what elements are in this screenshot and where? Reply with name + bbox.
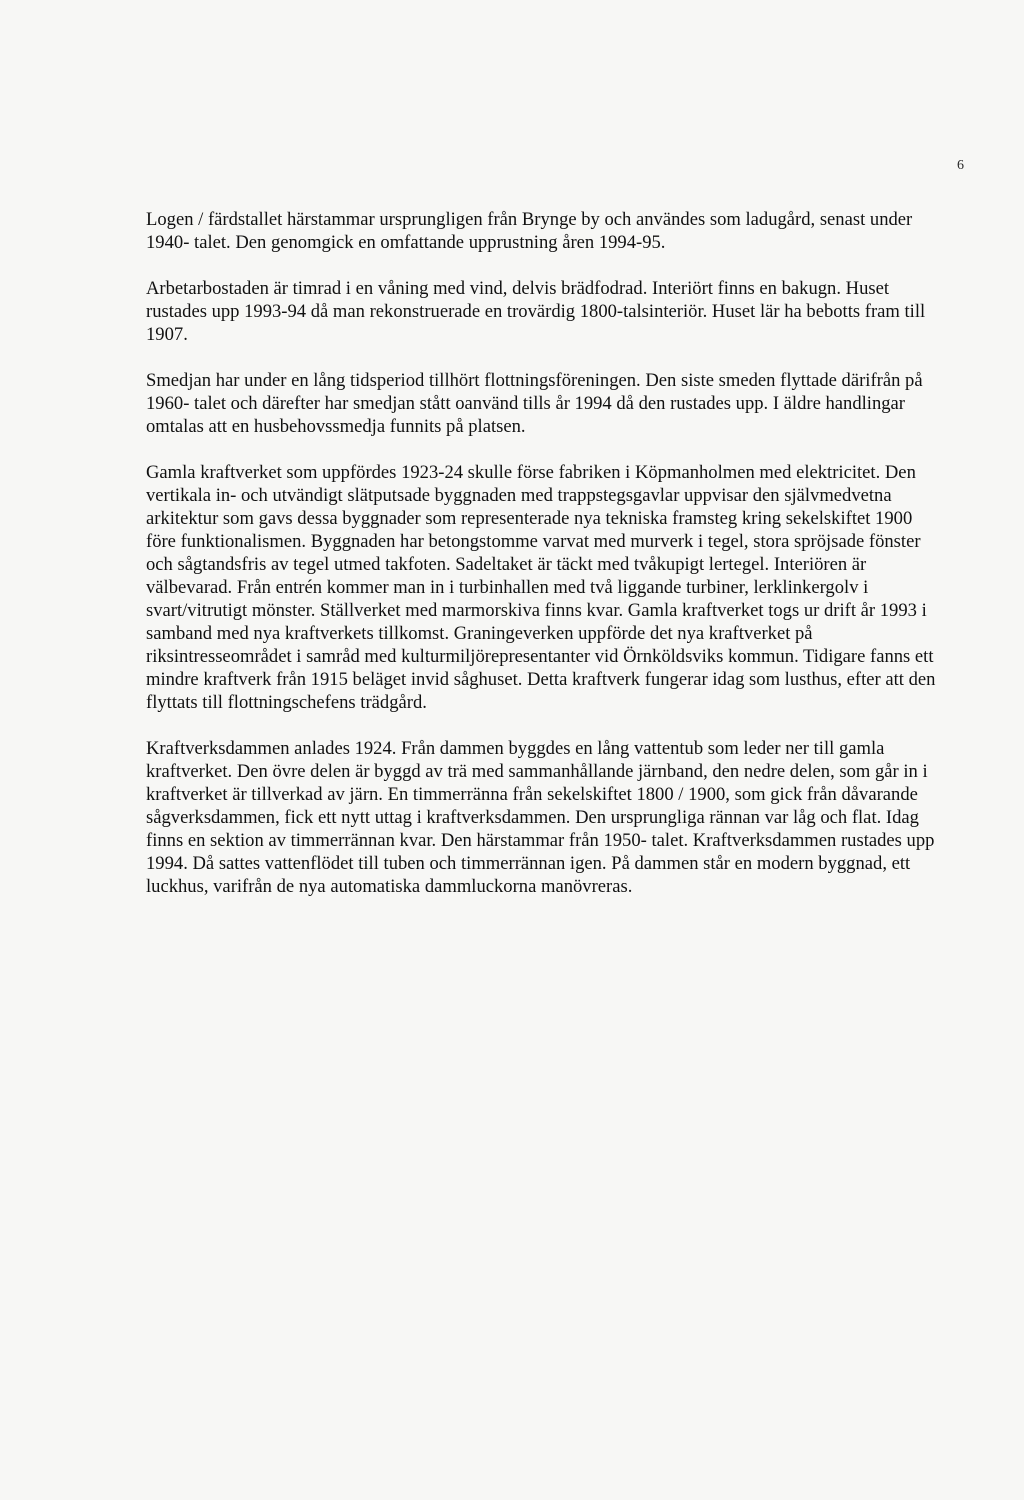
page-number: 6 [957, 158, 964, 173]
paragraph-gamla-kraftverket: Gamla kraftverket som uppfördes 1923-24 skulle förse fabriken i Köpmanholmen med elektricitet. Den vertikala in- och utvändigt slätputsade byggnaden med trappstegsgavlar uppvisar den självmedvetna arkitektur som gavs dessa byggnader som representerade nya tekniska framsteg kring sekelskiftet 1900 före funktionalismen. Byggnaden har betongstomme varvat med murverk i tegel, stora spröjsade fönster och sågtandsfris av tegel utmed takfoten. Sadeltaket är täckt med tvåkupigt lertegel. Interiören är välbevarad. Från entrén kommer man in i turbinhallen med två liggande turbiner, lerklinkergolv i svart/vitrutigt mönster. Ställverket med marmorskiva finns kvar. Gamla kraftverket togs ur drift år 1993 i samband med nya kraftverkets tillkomst. Graningeverken uppförde det nya kraftverket på riksintresseområdet i samråd med kulturmiljörepresentanter vid Örnköldsviks kommun. Tidigare fanns ett mindre kraftverk från 1915 beläget invid såghuset. Detta kraftverk fungerar idag som lusthus, efter att den flyttats till flottningschefens trädgård. [146, 462, 936, 713]
paragraph-arbetarbostaden: Arbetarbostaden är timrad i en våning med vind, delvis brädfodrad. Interiört finns en bakugn. Huset rustades upp 1993-94 då man rekonstruerade en trovärdig 1800-talsinteriör. Huset lär ha bebotts fram till 1907. [146, 278, 926, 345]
paragraph-kraftverksdammen: Kraftverksdammen anlades 1924. Från dammen byggdes en lång vattentub som leder ner till gamla kraftverket. Den övre delen är byggd av trä med sammanhållande järnband, den nedre delen, som går in i kraftverket är tillverkad av järn. En timmerränna från sekelskiftet 1800 / 1900, som gick från dåvarande sågverksdammen, fick ett nytt uttag i kraftverksdammen. Den ursprungliga rännan var låg och flat. Idag finns en sektion av timmerrännan kvar. Den härstammar från 1950- talet. Kraftverksdammen rustades upp 1994. Då sattes vattenflödet till tuben och timmerrännan igen. På dammen står en modern byggnad, ett luckhus, varifrån de nya automatiska dammluckorna manövreras. [146, 738, 935, 897]
paragraph-logen: Logen / färdstallet härstammar ursprungligen från Brynge by och användes som ladugård, senast under 1940- talet. Den genomgick en omfattande upprustning åren 1994-95. [146, 209, 913, 253]
paragraph-smedjan: Smedjan har under en lång tidsperiod tillhört flottningsföreningen. Den siste smeden flyttade därifrån på 1960- talet och därefter har smedjan stått oanvänd tills år 1994 då den rustades upp. I äldre handlingar omtalas att en husbehovssmedja funnits på platsen. [146, 370, 923, 437]
document-body [146, 208, 936, 921]
